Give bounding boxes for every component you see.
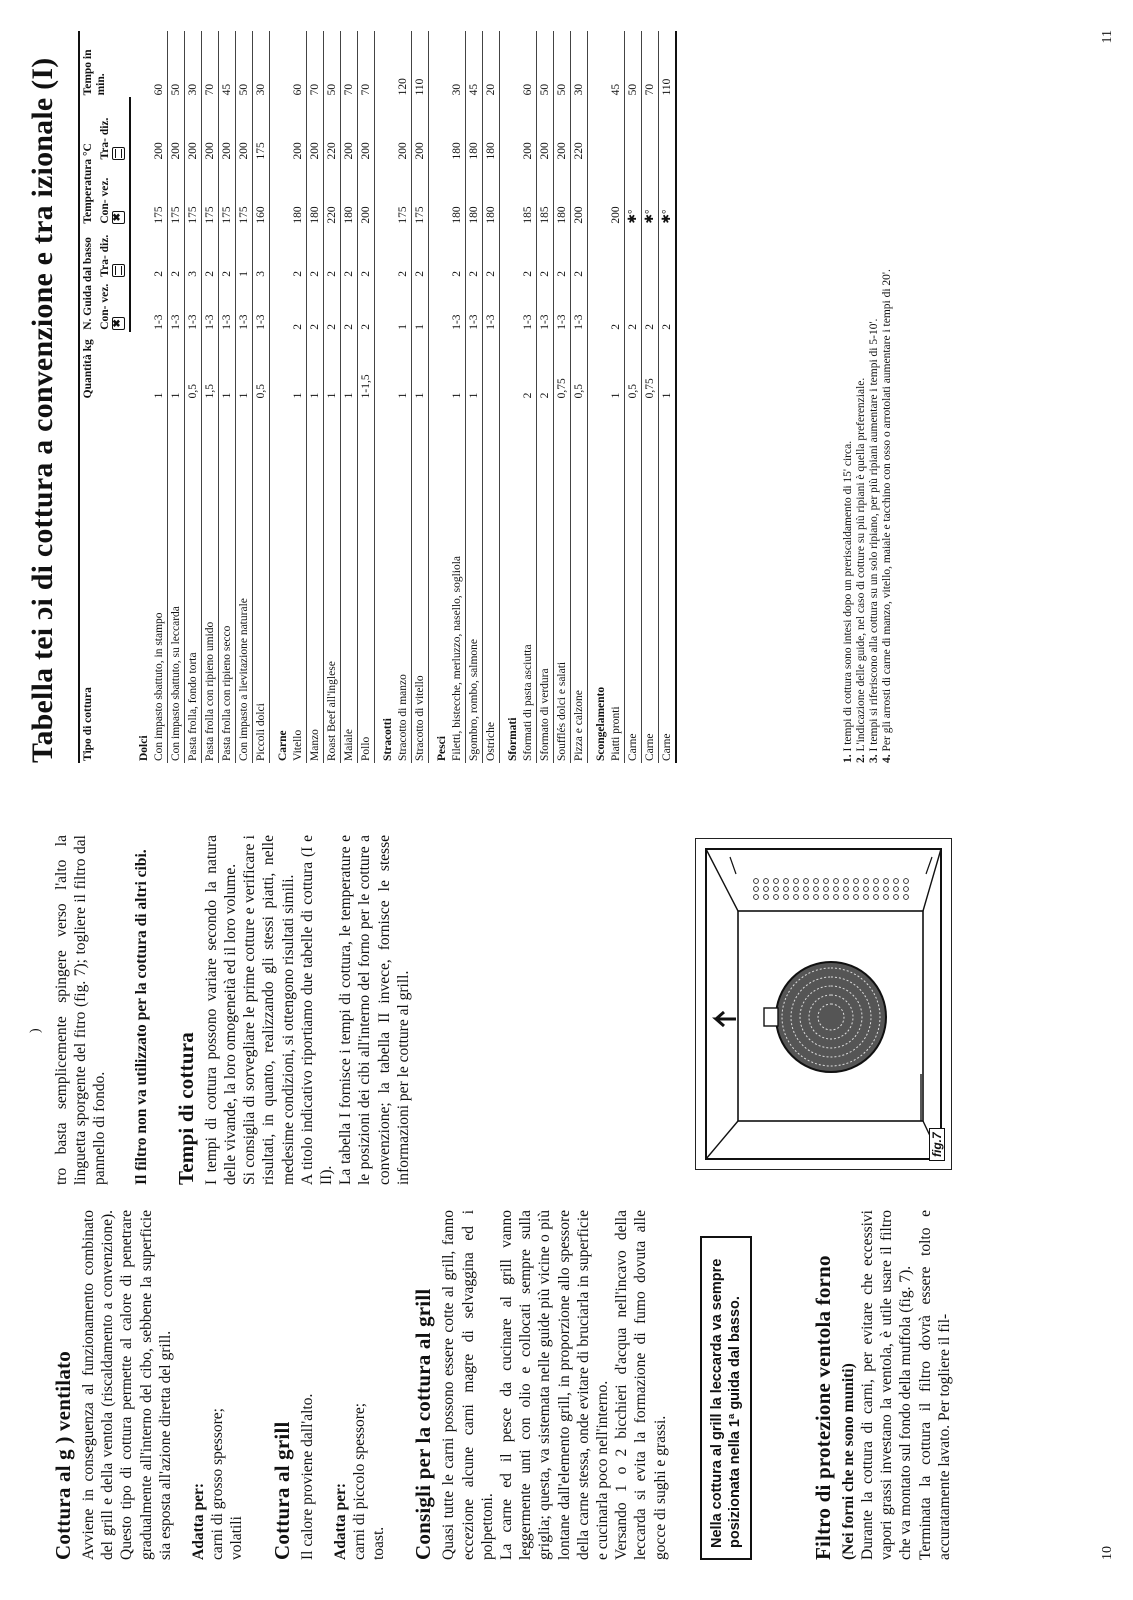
cell-guida-trad: 3 (253, 226, 270, 279)
text-tempi-4: La tabella I fornisce i tempi di cottura, le temperature e le posizioni dei cibi all'interno del forno per le cotture a convenzione; la tabella II invece, fornisce le stesse informazioni per le cotture al grill. (337, 835, 412, 1185)
cell-tempo: 50 (236, 31, 253, 97)
header-temp-trad (97, 97, 130, 161)
cell-temp-trad: 200 (168, 97, 185, 161)
cell-tempo: 60 (520, 31, 537, 97)
label-adatta-per-1: Adatta per: (190, 1482, 208, 1560)
cell-temp-trad: 200 (341, 97, 358, 161)
cell-tipo: Stracotto di vitello (412, 400, 429, 763)
footnote-text: I tempi di cottura sono intesi dopo un preriscaldamento di 15' circa. (842, 440, 854, 752)
fan-oven-icon (112, 317, 125, 330)
footnote-number: 2. (855, 754, 867, 763)
cell-quantita: 1 (324, 332, 341, 401)
page-number-left: 10 (1100, 1546, 1115, 1560)
table-row (483, 31, 500, 763)
cell-tempo: 50 (625, 31, 642, 97)
heading-consigli-grill: Consigli per la cottura al grill (411, 1288, 436, 1560)
heading-grill-ventilato: Cottura al g ) ventilato (51, 1351, 75, 1560)
cell-tempo: 30 (449, 31, 466, 97)
cell-tipo: Pasta frolla, fondo torta (185, 400, 202, 763)
cell-guida-trad: 2 (358, 226, 375, 279)
footnote-text: Per gli arrosti di carne di manzo, vitello, maiale e tacchino con osso o arrotolati aumentare i tempi di 20'. (881, 269, 893, 752)
cell-guida-trad: 2 (520, 226, 537, 279)
cell-temp-trad: 180 (449, 97, 466, 161)
cell-tipo: Filetti, bistecche, merluzzo, nasello, sogliola (449, 400, 466, 763)
footnote-text: L'indicazione delle guide, nel caso di cotture su più ripiani è quella preferenziale. (855, 377, 867, 752)
cell-quantita: 2 (537, 332, 554, 401)
cell-guida-convez: 1-3 (151, 279, 168, 332)
oven-interior-drawing (696, 839, 951, 1169)
cell-tipo: Ostriche (483, 400, 500, 763)
footnote-number: 1. (842, 754, 854, 763)
cell-guida-convez: 1-3 (466, 279, 483, 332)
cell-guida-convez: 1-3 (253, 279, 270, 332)
cell-guida-convez: 1 (412, 279, 429, 332)
cell-tempo: 20 (483, 31, 500, 97)
note-filtro-non-utilizzato: Il filtro non va utilizzato per la cottura di altri cibi. (132, 849, 150, 1185)
table-row (412, 31, 429, 763)
table-row (571, 31, 588, 763)
footnote-number: 3. (868, 754, 880, 763)
cell-quantita: 1 (290, 332, 307, 401)
cell-tipo: Con impasto sbattuto, su leccarda (168, 400, 185, 763)
cell-tempo: 70 (202, 31, 219, 97)
cell-guida-trad: 2 (290, 226, 307, 279)
cell-temp-trad: 200 (236, 97, 253, 161)
cell-temp-trad: 200 (395, 97, 412, 161)
text-cottura-grill: Il calore proviene dall'alto. (298, 1393, 316, 1560)
table-group-row (130, 31, 151, 763)
cell-guida-trad: 2 (395, 226, 412, 279)
cell-guida-trad: 2 (483, 226, 500, 279)
label-adatta-per-2: Adatta per: (331, 1482, 349, 1560)
cell-guida-trad (608, 226, 625, 279)
cell-temp-trad: 220 (324, 97, 341, 161)
cell-guida-trad: 2 (571, 226, 588, 279)
cell-tipo: Stracotto di manzo (395, 400, 412, 763)
cell-guida-trad: 2 (324, 226, 341, 279)
cell-quantita: 1 (307, 332, 324, 401)
cooking-times-table (78, 31, 677, 763)
cell-tempo: 110 (412, 31, 429, 97)
cell-temp-convez: ✱° (625, 162, 642, 226)
figure-oven-fan-filter (695, 838, 952, 1170)
table-group-row (429, 31, 450, 763)
cell-tipo: Pasta frolla con ripieno umido (202, 400, 219, 763)
group-name: Scongelamento (595, 686, 608, 761)
cell-guida-convez: 1-3 (537, 279, 554, 332)
cell-temp-convez: 220 (324, 162, 341, 226)
header-temp-convez-label: Con- vez. (99, 177, 111, 224)
cell-guida-convez: 2 (324, 279, 341, 332)
cell-guida-convez: 1-3 (554, 279, 571, 332)
table-row (236, 31, 253, 763)
header-temp-convez (97, 162, 130, 226)
table-row (324, 31, 341, 763)
cell-quantita: 0,75 (642, 332, 659, 401)
cell-temp-convez: 200 (571, 162, 588, 226)
table-row (151, 31, 168, 763)
header-quantita: Quantità kg (79, 332, 130, 401)
cell-guida-trad: 2 (202, 226, 219, 279)
cell-temp-convez: 180 (449, 162, 466, 226)
table-footnotes (842, 23, 894, 763)
cell-temp-trad: 200 (185, 97, 202, 161)
subheading-filtro: (Nei forni che ne sono muniti) (839, 1363, 857, 1560)
group-name: Sformati (507, 717, 520, 761)
cell-quantita: 0,5 (253, 332, 270, 401)
table-row (341, 31, 358, 763)
cell-tipo: Piccoli dolci (253, 400, 270, 763)
header-guida-trad (97, 226, 130, 279)
cell-tempo: 45 (466, 31, 483, 97)
cell-temp-convez: 160 (253, 162, 270, 226)
cell-temp-convez: 180 (554, 162, 571, 226)
table-row (219, 31, 236, 763)
text-consigli-2: La carne ed il pesce da cucinare al grill vanno leggermente unti con olio e collocati sempre sulla griglia; questa, va sistemata nelle guide più vicine o più lontane dall'elemento grill, in proporzione allo spessore della carne stessa, onde evitare di bruciarla in superficie e cucinarla poco nell'interno. (498, 1210, 612, 1560)
cell-quantita: 1 (659, 332, 677, 401)
cell-tempo: 50 (554, 31, 571, 97)
cell-guida-trad (642, 226, 659, 279)
cell-tempo: 50 (324, 31, 341, 97)
table-row (659, 31, 677, 763)
cell-guida-convez: 1-3 (520, 279, 537, 332)
cell-temp-convez: 175 (202, 162, 219, 226)
fan-oven-icon (112, 211, 125, 224)
table-row (202, 31, 219, 763)
footnote-text: I tempi si riferiscono alla cottura su un solo ripiano, per più ripiani aumentare i tempi di 5-10'. (868, 318, 880, 752)
column-mark: ) (28, 1028, 43, 1033)
cell-guida-trad: 2 (151, 226, 168, 279)
cell-guida-convez: 1-3 (236, 279, 253, 332)
table-row (466, 31, 483, 763)
cell-quantita: 1 (395, 332, 412, 401)
cell-quantita: 1 (341, 332, 358, 401)
cell-guida-trad: 2 (449, 226, 466, 279)
cell-temp-convez: 175 (168, 162, 185, 226)
cell-quantita: 1 (412, 332, 429, 401)
cell-temp-convez: 180 (466, 162, 483, 226)
left-column-1 (52, 1210, 954, 1560)
table-row (642, 31, 659, 763)
cell-temp-trad (625, 97, 642, 161)
cell-quantita: 0,5 (571, 332, 588, 401)
cell-tipo: Sgombro, rombo, salmone (466, 400, 483, 763)
cell-tipo: Vitello (290, 400, 307, 763)
cell-temp-trad: 200 (412, 97, 429, 161)
header-tipo-cottura: Tipo di cottura (79, 400, 130, 763)
cell-quantita (483, 332, 500, 401)
cell-guida-convez: 2 (608, 279, 625, 332)
cell-temp-convez: 175 (185, 162, 202, 226)
cell-guida-trad: 3 (185, 226, 202, 279)
cell-guida-trad: 2 (554, 226, 571, 279)
header-temperatura: Temperatura °C (79, 97, 97, 225)
footnote (855, 23, 868, 763)
cell-temp-convez: ✱° (642, 162, 659, 226)
cell-guida-convez: 1-3 (483, 279, 500, 332)
cell-tipo: Carne (625, 400, 642, 763)
table-row (168, 31, 185, 763)
cell-quantita: 1-1,5 (358, 332, 375, 401)
cell-guida-trad: 2 (341, 226, 358, 279)
cell-tempo: 50 (168, 31, 185, 97)
cell-quantita: 1 (608, 332, 625, 401)
cell-guida-trad (625, 226, 642, 279)
header-guida-convez-label: Con- vez. (99, 283, 111, 330)
page-number-right: 11 (1100, 30, 1115, 44)
cell-tipo: Maiale (341, 400, 358, 763)
cell-tipo: Con impasto a lievitazione naturale (236, 400, 253, 763)
cell-quantita: 1 (449, 332, 466, 401)
traditional-oven-icon (112, 147, 125, 160)
table-row (625, 31, 642, 763)
cell-quantita: 1 (151, 332, 168, 401)
group-name: Pesci (436, 736, 449, 761)
text-filtro-continued: tro basta semplicemente spingere verso l'alto la linguetta sporgente del fitro (fig. 7); togliere il filtro dal pannello di fondo. (53, 835, 109, 1185)
cell-temp-convez: 180 (307, 162, 324, 226)
left-page (0, 800, 1133, 1600)
table-body (130, 31, 676, 763)
left-column-2 (28, 835, 413, 1185)
table-group-row (375, 31, 396, 763)
cell-tempo: 70 (358, 31, 375, 97)
cell-tempo: 60 (151, 31, 168, 97)
header-tempo: Tempo in min. (79, 31, 130, 97)
table-row (290, 31, 307, 763)
footnote (842, 23, 855, 763)
cell-quantita: 0,5 (625, 332, 642, 401)
cell-temp-trad: 200 (202, 97, 219, 161)
cell-guida-convez: 2 (625, 279, 642, 332)
cell-quantita: 1,5 (202, 332, 219, 401)
text-tempi-1: I tempi di cottura possono variare secondo la natura delle vivande, la loro omogeneità ed il loro volume. (202, 835, 240, 1185)
cell-temp-trad: 200 (537, 97, 554, 161)
cell-temp-trad: 220 (571, 97, 588, 161)
cell-guida-convez: 1-3 (185, 279, 202, 332)
table-row (185, 31, 202, 763)
heading-filtro-ventola: Filtro di protezione ventola forno (810, 1255, 835, 1560)
cell-guida-convez: 1-3 (219, 279, 236, 332)
cell-tipo: Soufflés dolci e salati (554, 400, 571, 763)
figure-label: fig.7 (929, 1128, 945, 1161)
cell-tipo: Carne (642, 400, 659, 763)
cell-quantita: 0,5 (185, 332, 202, 401)
cell-temp-convez: 200 (358, 162, 375, 226)
table-group-row (588, 31, 609, 763)
heading-cottura-grill: Cottura al grill (269, 1421, 294, 1560)
cell-tipo: Pasta frolla con ripieno secco (219, 400, 236, 763)
cell-temp-trad (659, 97, 677, 161)
boxed-note-leccarda: Nella cottura al grill la leccarda va sempre posizionata nella 1ª guida dal basso. (700, 1236, 752, 1560)
cell-guida-trad: 2 (168, 226, 185, 279)
cell-temp-trad: 200 (219, 97, 236, 161)
cell-quantita: 0,75 (554, 332, 571, 401)
cell-tempo: 70 (642, 31, 659, 97)
table-row (608, 31, 625, 763)
table-row (449, 31, 466, 763)
text-filtro-1: Durante la cottura di carni, per evitare che eccessivi vapori grassi investano la ventola, è utile usare il filtro che va montato sul fondo della muffola (fig. 7). (859, 1210, 915, 1560)
text-tempi-2: Si consiglia di sorvegliare le prime cotture e verificare i risultati, in quanto, realizzando gli stessi piatti, nelle medesime condizioni, si ottengono risultati simili. (241, 835, 297, 1185)
cell-temp-convez: 200 (608, 162, 625, 226)
footnote-number: 4. (881, 754, 893, 763)
cell-temp-trad: 200 (358, 97, 375, 161)
cell-temp-convez: 175 (412, 162, 429, 226)
cell-guida-convez: 2 (290, 279, 307, 332)
group-name: Carne (277, 730, 290, 761)
cell-tempo: 30 (253, 31, 270, 97)
cell-temp-convez: 175 (219, 162, 236, 226)
cell-temp-convez: 185 (537, 162, 554, 226)
cell-temp-trad: 175 (253, 97, 270, 161)
cell-guida-trad: 2 (307, 226, 324, 279)
cell-guida-convez: 2 (307, 279, 324, 332)
cell-guida-convez: 2 (659, 279, 677, 332)
cell-tempo: 70 (307, 31, 324, 97)
cell-tipo: Pizza e calzone (571, 400, 588, 763)
header-guida-trad-label: Tra- diz. (99, 234, 111, 277)
group-name: Stracotti (382, 718, 395, 761)
cell-guida-convez: 1 (395, 279, 412, 332)
cell-tempo: 110 (659, 31, 677, 97)
table-group-row (270, 31, 291, 763)
heading-tempi-cottura: Tempi di cottura (173, 1032, 198, 1185)
cell-tipo: Sformati di pasta asciutta (520, 400, 537, 763)
cell-temp-trad (642, 97, 659, 161)
cell-quantita: 1 (236, 332, 253, 401)
cell-guida-convez: 2 (358, 279, 375, 332)
cell-tipo: Manzo (307, 400, 324, 763)
cell-tipo: Roast Beef all'inglese (324, 400, 341, 763)
footnote (868, 23, 881, 763)
table-row (554, 31, 571, 763)
footnote (881, 23, 894, 763)
cell-temp-convez: 180 (290, 162, 307, 226)
table-row (358, 31, 375, 763)
traditional-oven-icon (112, 264, 125, 277)
cell-tempo: 30 (185, 31, 202, 97)
header-guida: N. Guida dal basso (79, 226, 97, 332)
cell-guida-convez: 2 (642, 279, 659, 332)
cell-tipo: Piatti pronti (608, 400, 625, 763)
cell-temp-trad: 180 (466, 97, 483, 161)
cell-quantita: 2 (520, 332, 537, 401)
cell-guida-trad: 1 (236, 226, 253, 279)
cell-guida-trad: 2 (219, 226, 236, 279)
cell-temp-convez: 180 (341, 162, 358, 226)
cell-quantita: 1 (466, 332, 483, 401)
cell-temp-convez: ✱° (659, 162, 677, 226)
cell-tipo: Sformato di verdura (537, 400, 554, 763)
text-adatta-per-1: carni di grosso spessore; volatili (209, 1408, 246, 1560)
cell-tempo: 45 (219, 31, 236, 97)
cell-temp-trad: 180 (483, 97, 500, 161)
cell-tempo: 60 (290, 31, 307, 97)
table-row (537, 31, 554, 763)
cell-quantita: 1 (168, 332, 185, 401)
text-filtro-2: Terminata la cottura il filtro dovrà essere tolto e accuratamente lavato. Per togliere il fil- (916, 1210, 953, 1560)
cell-guida-convez: 1-3 (168, 279, 185, 332)
cell-guida-convez: 1-3 (449, 279, 466, 332)
table-row (520, 31, 537, 763)
cell-guida-trad: 2 (412, 226, 429, 279)
cell-guida-convez: 1-3 (571, 279, 588, 332)
table-row (253, 31, 270, 763)
header-temp-trad-label: Tra- diz. (99, 117, 111, 160)
text-tempi-3: A titolo indicativo riportiamo due tabelle di cottura (I e II). (298, 835, 336, 1185)
cell-temp-convez: 175 (395, 162, 412, 226)
cell-temp-convez: 180 (483, 162, 500, 226)
cell-tempo: 70 (341, 31, 358, 97)
cell-tempo: 50 (537, 31, 554, 97)
cell-guida-trad: 2 (537, 226, 554, 279)
cell-tempo: 45 (608, 31, 625, 97)
cell-tipo: Pollo (358, 400, 375, 763)
group-name: Dolci (138, 735, 151, 761)
cell-tempo: 30 (571, 31, 588, 97)
cell-guida-trad: 2 (466, 226, 483, 279)
cell-quantita: 1 (219, 332, 236, 401)
cell-temp-trad (608, 97, 625, 161)
cell-temp-trad: 200 (151, 97, 168, 161)
text-grill-ventilato: Avviene in conseguenza al funzionamento combinato del grill e della ventola (riscaldamento a convenzione). Questo tipo di cottura permette al calore di penetrare gradualmente all'interno del cibo, sebbene la superficie sia esposta all'azione diretta del grill. (80, 1210, 174, 1560)
text-consigli-1: Quasi tutte le carni possono essere cotte al grill, fanno eccezione alcune carni magre di selvaggina ed i polpettoni. (440, 1210, 496, 1560)
cell-tempo: 120 (395, 31, 412, 97)
cell-temp-convez: 185 (520, 162, 537, 226)
text-consigli-3: Versando 1 o 2 bicchieri d'acqua nell'incavo della leccarda si evita la formazione di fumo dovuta alle gocce di sughi e grassi. (613, 1210, 669, 1560)
cell-guida-convez: 2 (341, 279, 358, 332)
table-group-row (500, 31, 521, 763)
cell-temp-convez: 175 (236, 162, 253, 226)
text-adatta-per-2: carni di piccolo spessore; toast. (351, 1402, 388, 1560)
cell-temp-convez: 175 (151, 162, 168, 226)
cell-temp-trad: 200 (290, 97, 307, 161)
cell-tipo: Con impasto sbattuto, in stampo (151, 400, 168, 763)
cell-temp-trad: 200 (520, 97, 537, 161)
cell-temp-trad: 200 (307, 97, 324, 161)
header-guida-convez (97, 279, 130, 332)
cell-guida-convez: 1-3 (202, 279, 219, 332)
cell-tipo: Carne (659, 400, 677, 763)
cell-temp-trad: 200 (554, 97, 571, 161)
table-title: Tabella tei ɔi di cottura a convenzione e tra izionale (I) (26, 57, 59, 763)
table-row (307, 31, 324, 763)
cell-guida-trad (659, 226, 677, 279)
table-row (395, 31, 412, 763)
